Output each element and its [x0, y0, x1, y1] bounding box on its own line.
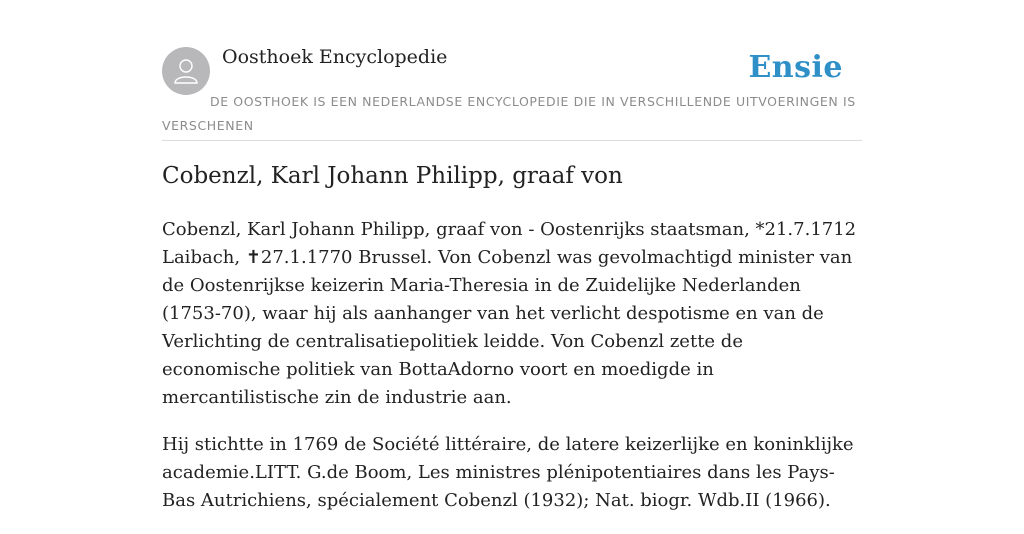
- avatar[interactable]: [162, 47, 210, 95]
- article-paragraph: Hij stichtte in 1769 de Société littéraire, de latere keizerlijke en koninklijke academie.LITT. G.de Boom, Les ministres plénipotentiaires dans les Pays-Bas Autrichiens, spécialement Cobenzl (1932); Nat. biogr. Wdb.II (1966).: [162, 434, 854, 511]
- article-paragraph: Cobenzl, Karl Johann Philipp, graaf von - Oostenrijks staatsman, *21.7.1712 Laibach, ✝27.1.1770 Brussel. Von Cobenzl was gevolmachtigd minister van de Oostenrijkse keizerin Maria-Theresia in de Zuidelijke Nederlanden (1753-70), waar hij als aanhanger van het verlicht despotisme en van de Verlichting de centralisatiepolitiek leidde. Von Cobenzl zette de economische politiek van BottaAdorno voort en moedigde in mercantilistische zin de industrie aan.: [162, 219, 857, 408]
- page-container: [162, 0, 862, 511]
- tagline: DE OOSTHOEK IS EEN NEDERLANDSE ENCYCLOPEDIE DIE IN VERSCHILLENDE UITVOERINGEN IS VERSCHENEN: [162, 94, 856, 133]
- header: [162, 0, 862, 141]
- site-name[interactable]: Oosthoek Encyclopedie: [222, 46, 448, 68]
- page-title: Cobenzl, Karl Johann Philipp, graaf von: [162, 163, 623, 189]
- ensie-logo[interactable]: Ensie: [748, 50, 843, 85]
- user-icon: [171, 56, 201, 86]
- article-body: [162, 216, 862, 534]
